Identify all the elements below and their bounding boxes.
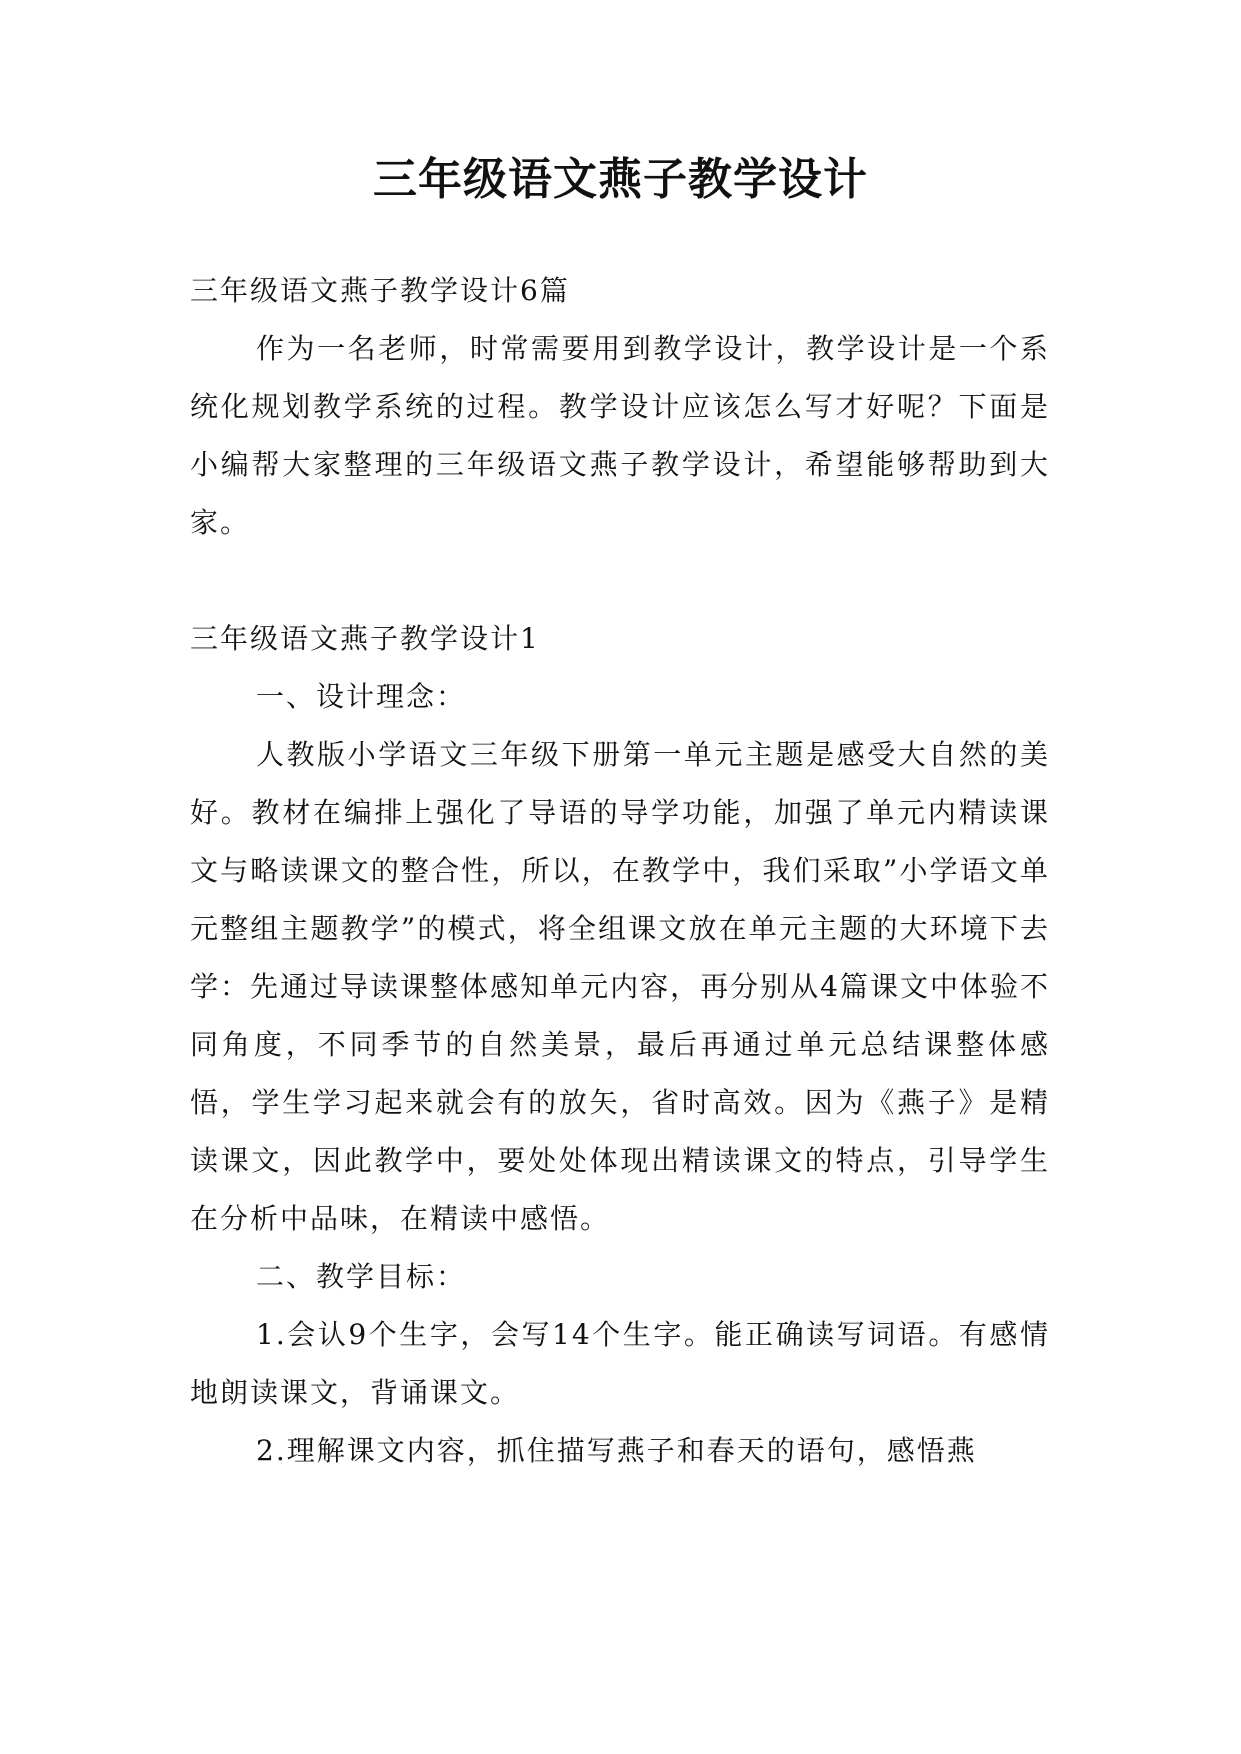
section-heading: 三年级语文燕子教学设计1 bbox=[190, 622, 540, 655]
goal-item-2: 2.理解课文内容，抓住描写燕子和春天的语句，感悟燕 bbox=[256, 1434, 977, 1467]
goal-item-1: 1.会认9个生字，会写14个生字。能正确读写词语。有感情地朗读课文，背诵课文。 bbox=[190, 1318, 1050, 1409]
part1-heading: 一、设计理念： bbox=[256, 680, 467, 713]
intro-paragraph: 作为一名老师，时常需要用到教学设计，教学设计是一个系统化规划教学系统的过程。教学设计应该怎么写才好呢？下面是小编帮大家整理的三年级语文燕子教学设计，希望能够帮助到大家。 bbox=[190, 332, 1050, 539]
part1-paragraph: 人教版小学语文三年级下册第一单元主题是感受大自然的美好。教材在编排上强化了导语的导学功能，加强了单元内精读课文与略读课文的整合性，所以，在教学中，我们采取”小学语文单元整组主题教学”的模式，将全组课文放在单元主题的大环境下去学：先通过导读课整体感知单元内容，再分别从4篇课文中体验不同角度，不同季节的自然美景，最后再通过单元总结课整体感悟，学生学习起来就会有的放矢，省时高效。因为《燕子》是精读课文，因此教学中，要处处体现出精读课文的特点，引导学生在分析中品味，在精读中感悟。 bbox=[190, 738, 1050, 1235]
paragraph-gap bbox=[190, 552, 1050, 610]
document-subtitle: 三年级语文燕子教学设计6篇 bbox=[190, 274, 570, 307]
document-body bbox=[190, 262, 1050, 1480]
document-title: 三年级语文燕子教学设计 bbox=[373, 154, 868, 205]
part2-heading: 二、教学目标： bbox=[256, 1260, 467, 1293]
